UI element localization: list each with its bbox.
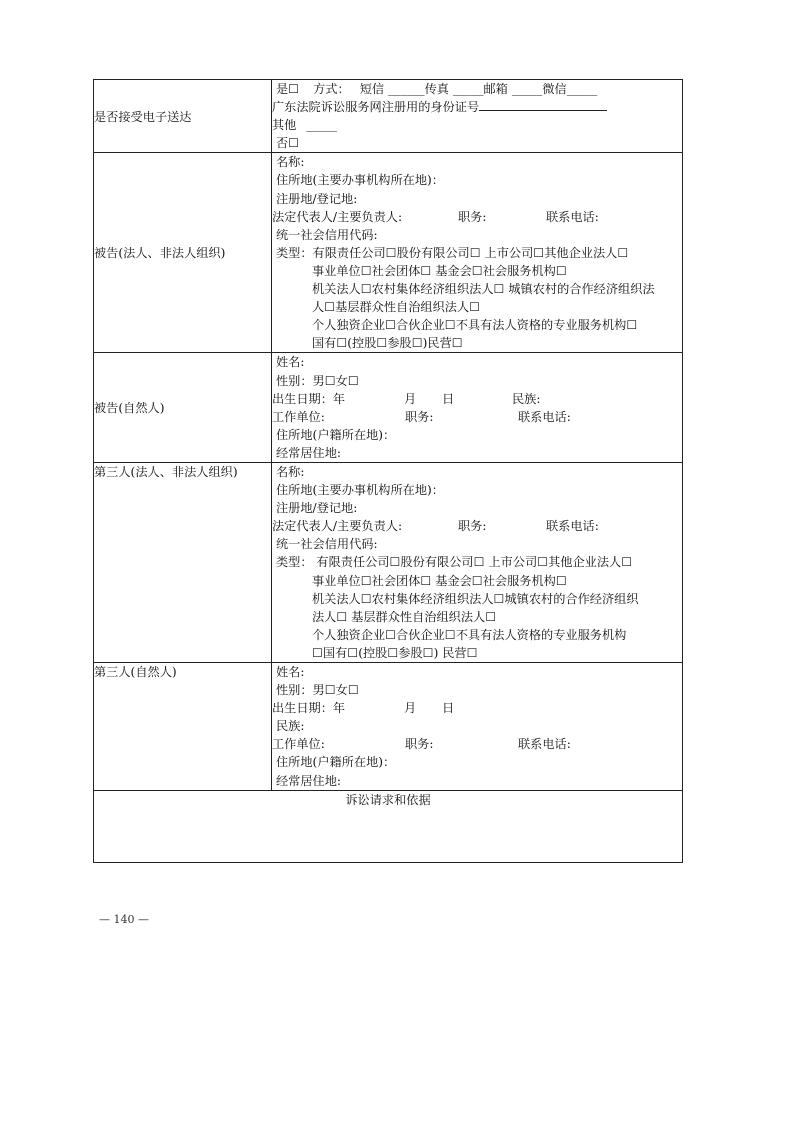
court-id-label: 广东法院诉讼服务网注册用的身份证号 [272,100,480,115]
third-party-org-legal-rep: 法定代表人/主要负责人: [272,519,403,534]
defendant-person-name: 姓名: [276,355,305,370]
row-electronic-service [94,80,683,153]
defendant-org-registered: 注册地/登记地: [276,191,358,206]
page-number: — 140 — [99,913,149,926]
third-party-person-employer: 工作单位: [272,737,325,752]
content-third-party-person [272,663,683,791]
content-third-party-org [272,462,683,662]
label-electronic-service: 是否接受电子送达 [94,80,272,153]
defendant-person-residence: 住所地(户籍所在地)： [276,427,396,442]
third-party-person-phone: 联系电话: [518,737,571,752]
label-defendant-person: 被告(自然人) [94,353,272,463]
third-party-person-habitual: 经常居住地: [276,773,342,788]
third-party-org-registered: 注册地/登记地: [276,501,358,516]
defendant-person-position: 职务: [405,409,434,424]
third-party-org-name: 名称: [276,464,305,479]
third-party-org-type-6: ☐国有☐(控股☐参股☐) 民营☐ [312,645,478,660]
wechat-label: 微信 [542,82,567,96]
service-method-line [272,80,682,98]
court-id-field[interactable] [479,98,607,111]
other-method-line [272,116,682,134]
third-party-person-residence: 住所地(户籍所在地)： [276,755,396,770]
third-party-person-gender: 性别：男☐女☐ [276,683,359,698]
content-defendant-person [272,353,683,463]
defendant-person-work-line [272,408,682,426]
defendant-org-type-6: 国有☐(控股☐参股☐)民营☐ [312,336,463,351]
row-defendant-person [94,353,683,463]
defendant-org-name: 名称: [276,155,305,170]
third-party-person-birth-day: 日 [442,701,455,716]
defendant-person-gender: 性别：男☐女☐ [276,373,359,388]
defendant-org-type-5: 个人独资企业☐合伙企业☐不具有法人资格的专业服务机构☐ [312,318,638,333]
third-party-person-birth-month: 月 [404,701,417,716]
third-party-org-credit-code: 统一社会信用代码: [276,537,378,552]
defendant-org-residence: 住所地(主要办事机构所在地)： [276,173,444,188]
defendant-person-birth-year: 出生日期：年 [272,391,346,406]
third-party-person-ethnicity: 民族: [276,719,305,734]
claims-title: 诉讼请求和依据 [94,790,683,862]
email-blank[interactable]: _____ [511,82,543,96]
third-party-org-residence: 住所地(主要办事机构所在地)： [276,483,444,498]
defendant-person-habitual: 经常居住地: [276,445,342,460]
defendant-org-legal-rep: 法定代表人/主要负责人: [272,209,403,224]
third-party-person-name: 姓名: [276,665,305,679]
third-party-org-type-1: 类型： 有限责任公司☐股份有限公司☐ 上市公司☐其他企业法人☐ [276,555,633,570]
defendant-org-type-3: 机关法人☐农村集体经济组织法人☐ 城镇农村的合作经济组织法 [312,282,655,297]
third-party-person-birth-line [272,699,682,717]
defendant-org-type-2: 事业单位☐社会团体☐ 基金会☐社会服务机构☐ [312,263,567,278]
third-party-org-phone: 联系电话: [546,519,599,534]
row-claims [94,790,683,862]
third-party-org-type-4: 法人☐ 基层群众性自治组织法人☐ [312,609,497,624]
row-third-party-org [94,462,683,662]
defendant-person-employer: 工作单位: [272,409,325,424]
defendant-org-type-4: 人☐基层群众性自治组织法人☐ [312,300,481,315]
wechat-blank[interactable]: _____ [566,82,598,96]
label-defendant-org: 被告(法人、非法人组织) [94,153,272,353]
label-third-party-person: 第三人(自然人) [94,663,272,791]
defendant-person-birth-month: 月 [404,391,417,406]
third-party-org-type-5: 个人独资企业☐合伙企业☐不具有法人资格的专业服务机构 [312,627,627,642]
email-label: 邮箱 [483,82,508,96]
defendant-org-position: 职务: [458,209,487,224]
third-party-org-type-3: 机关法人☐农村集体经济组织法人☐城镇农村的合作经济组织 [312,591,639,606]
defendant-person-phone: 联系电话: [518,409,571,424]
defendant-person-birth-line [272,390,682,408]
litigation-form-table [93,79,683,863]
fax-blank[interactable]: _____ [453,82,484,96]
third-party-org-type-2: 事业单位☐社会团体☐ 基金会☐社会服务机构☐ [312,573,567,588]
third-party-person-work-line [272,735,682,753]
content-electronic-service [272,80,683,153]
service-yes-checkbox[interactable]: 是☐ [276,82,300,96]
service-no-checkbox[interactable]: 否☐ [276,136,300,151]
row-defendant-org [94,153,683,353]
service-method-label: 方式： [313,82,350,96]
row-third-party-person [94,663,683,791]
defendant-org-type-1: 类型：有限责任公司☐股份有限公司☐ 上市公司☐其他企业法人☐ [276,245,629,260]
other-blank[interactable]: _____ [306,118,337,133]
defendant-org-rep-line [272,208,682,226]
sms-blank[interactable]: ______ [388,82,425,96]
court-id-line [272,98,682,116]
third-party-org-position: 职务: [458,519,487,534]
defendant-org-phone: 联系电话: [546,209,599,224]
sms-label: 短信 [359,82,385,96]
third-party-person-position: 职务: [405,737,434,752]
defendant-org-credit-code: 统一社会信用代码: [276,227,378,242]
third-party-person-birth-year: 出生日期：年 [272,701,346,716]
third-party-org-rep-line [272,517,682,535]
content-defendant-org [272,153,683,353]
fax-label: 传真 [424,82,449,96]
defendant-person-birth-day: 日 [442,391,455,406]
other-label: 其他 [272,118,297,133]
label-third-party-org: 第三人(法人、非法人组织) [94,462,272,662]
defendant-person-ethnicity: 民族: [512,391,541,406]
